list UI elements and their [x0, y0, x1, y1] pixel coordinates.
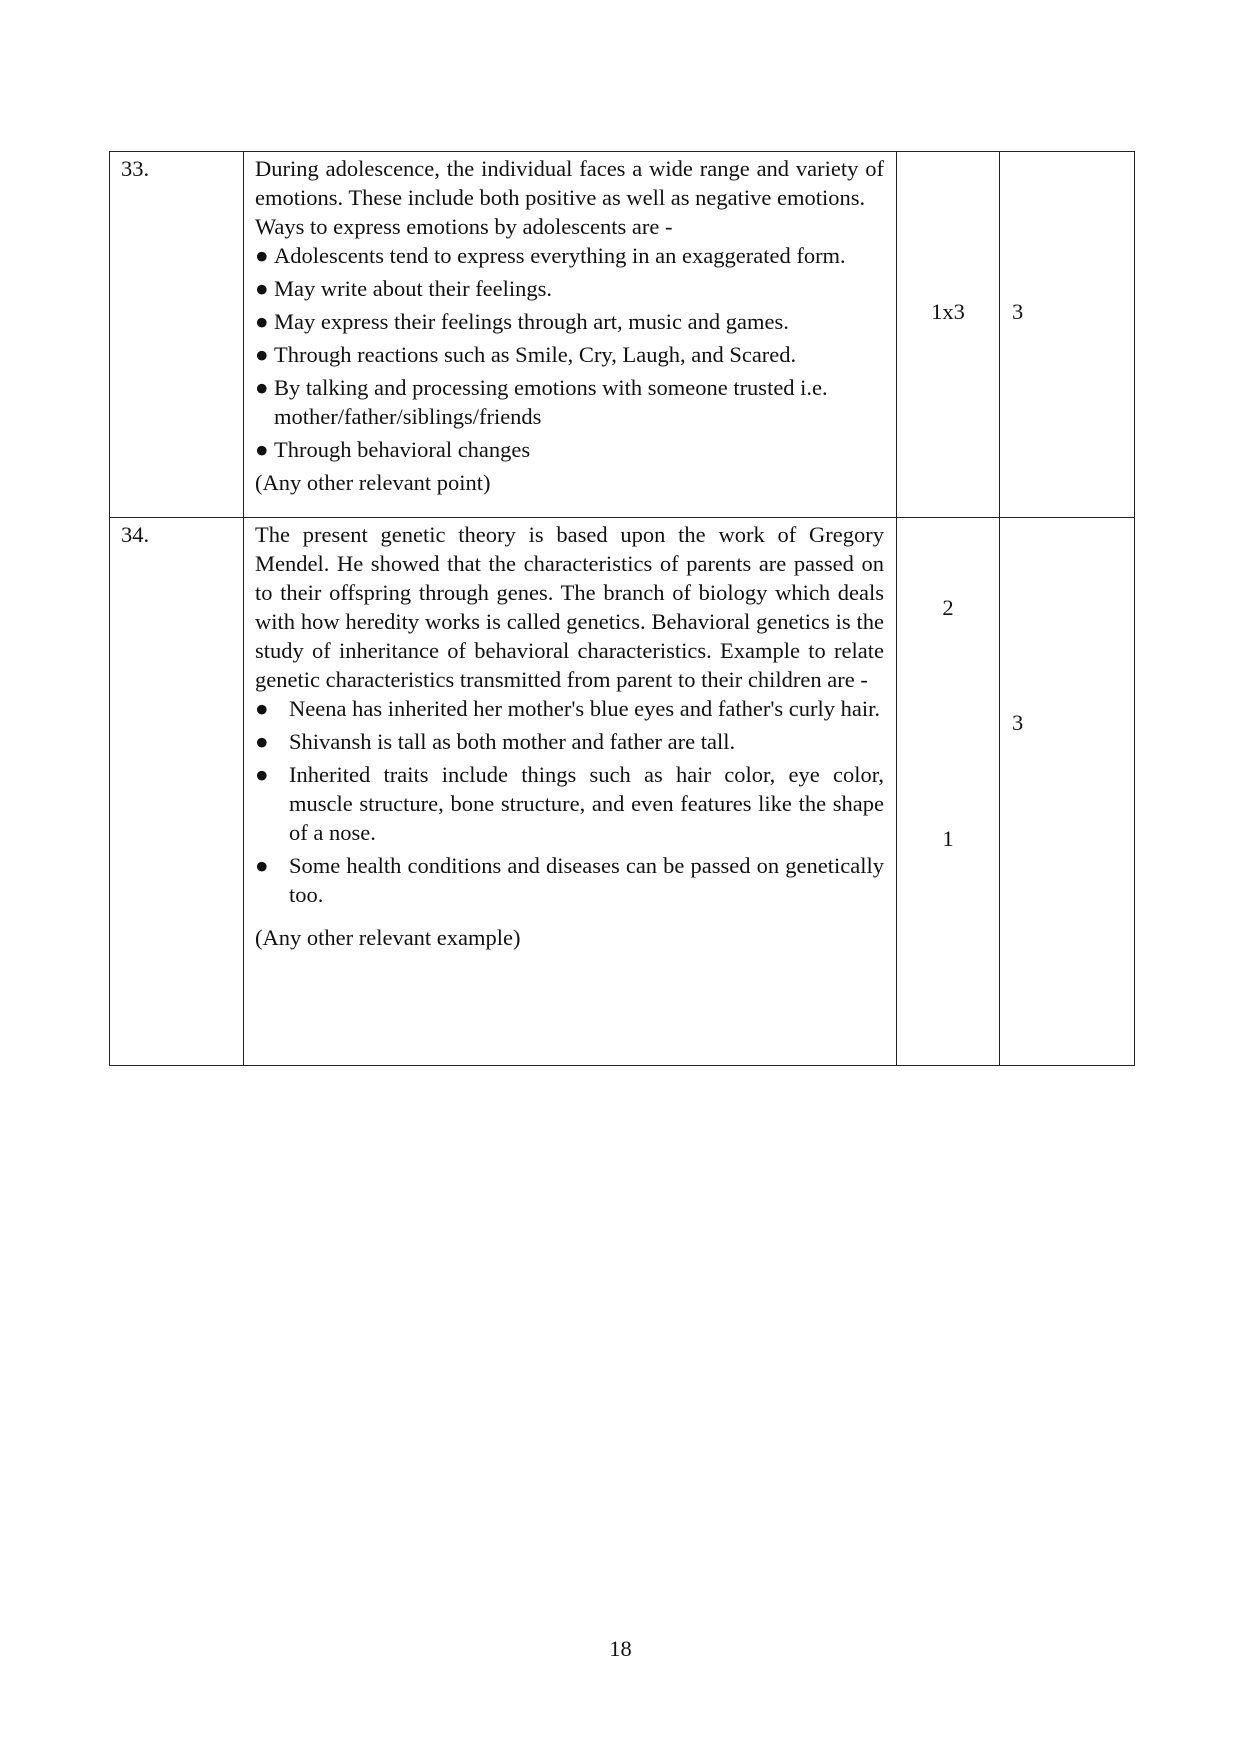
- page-number: 18: [609, 1636, 632, 1661]
- list-item: ● Adolescents tend to express everything in an exaggerated form.: [255, 243, 846, 268]
- answer-cell: [244, 518, 897, 1066]
- bullet-icon: ●: [255, 342, 269, 367]
- split-marks-cell: [897, 518, 1000, 1066]
- bullet-icon: ●: [255, 762, 269, 787]
- bullet-icon: ●: [255, 696, 269, 721]
- list-item: ● May write about their feelings.: [255, 276, 553, 301]
- bullet-icon: ●: [255, 375, 269, 400]
- question-number-cell: [110, 518, 244, 1066]
- bullet-icon: ●: [255, 243, 269, 268]
- list-item: ● May express their feelings through art, music and games.: [255, 309, 789, 334]
- answer-lead: Ways to express emotions by adolescents are -: [255, 214, 673, 239]
- answer-points: [255, 241, 884, 464]
- question-number: 33.: [121, 156, 150, 181]
- answer-points: [255, 694, 884, 909]
- split-mark: 2: [942, 595, 954, 620]
- question-row-33: [110, 152, 1135, 518]
- answer-intro: The present genetic theory is based upon the work of Gregory Mendel. He showed that the characteristics of parents are passed on to their offspring through genes. The branch of biology which deals with how heredity works is called genetics. Behavioral genetics is the study of inheritance of behavioral characteristics. Example to relate genetic characteristics transmitted from parent to their children are -: [255, 522, 884, 692]
- total-marks-cell: [1000, 152, 1135, 518]
- list-item: ● Through behavioral changes: [255, 437, 531, 462]
- total-marks-cell: [1000, 518, 1135, 1066]
- question-number: 34.: [121, 522, 150, 547]
- bullet-icon: ●: [255, 729, 269, 754]
- list-item: ● Inherited traits include things such as hair color, eye color, muscle structure, bone structure, and even features like the shape of a nose.: [255, 762, 884, 845]
- list-item: ● Some health conditions and diseases can be passed on genetically too.: [255, 853, 884, 907]
- split-mark: 1x3: [931, 299, 965, 324]
- answer-intro: During adolescence, the individual faces a wide range and variety of emotions. These include both positive as well as negative emotions.: [255, 156, 884, 210]
- list-item: ● Neena has inherited her mother's blue eyes and father's curly hair.: [255, 696, 881, 721]
- total-mark: 3: [1012, 710, 1024, 735]
- bullet-icon: ●: [255, 853, 269, 878]
- question-number-cell: [110, 152, 244, 518]
- answer-cell: [244, 152, 897, 518]
- total-mark: 3: [1012, 299, 1024, 324]
- split-mark: 1: [942, 826, 954, 851]
- list-item: ● Through reactions such as Smile, Cry, Laugh, and Scared.: [255, 342, 797, 367]
- answer-note: (Any other relevant point): [255, 470, 491, 495]
- list-item: ● Shivansh is tall as both mother and father are tall.: [255, 729, 736, 754]
- answer-note: (Any other relevant example): [255, 925, 521, 950]
- list-item: ● By talking and processing emotions with someone trusted i.e. mother/father/siblings/friends: [255, 375, 828, 429]
- split-marks-cell: [897, 152, 1000, 518]
- bullet-icon: ●: [255, 309, 269, 334]
- marking-scheme-table: [109, 151, 1135, 1066]
- question-row-34: [110, 518, 1135, 1066]
- bullet-icon: ●: [255, 437, 269, 462]
- bullet-icon: ●: [255, 276, 269, 301]
